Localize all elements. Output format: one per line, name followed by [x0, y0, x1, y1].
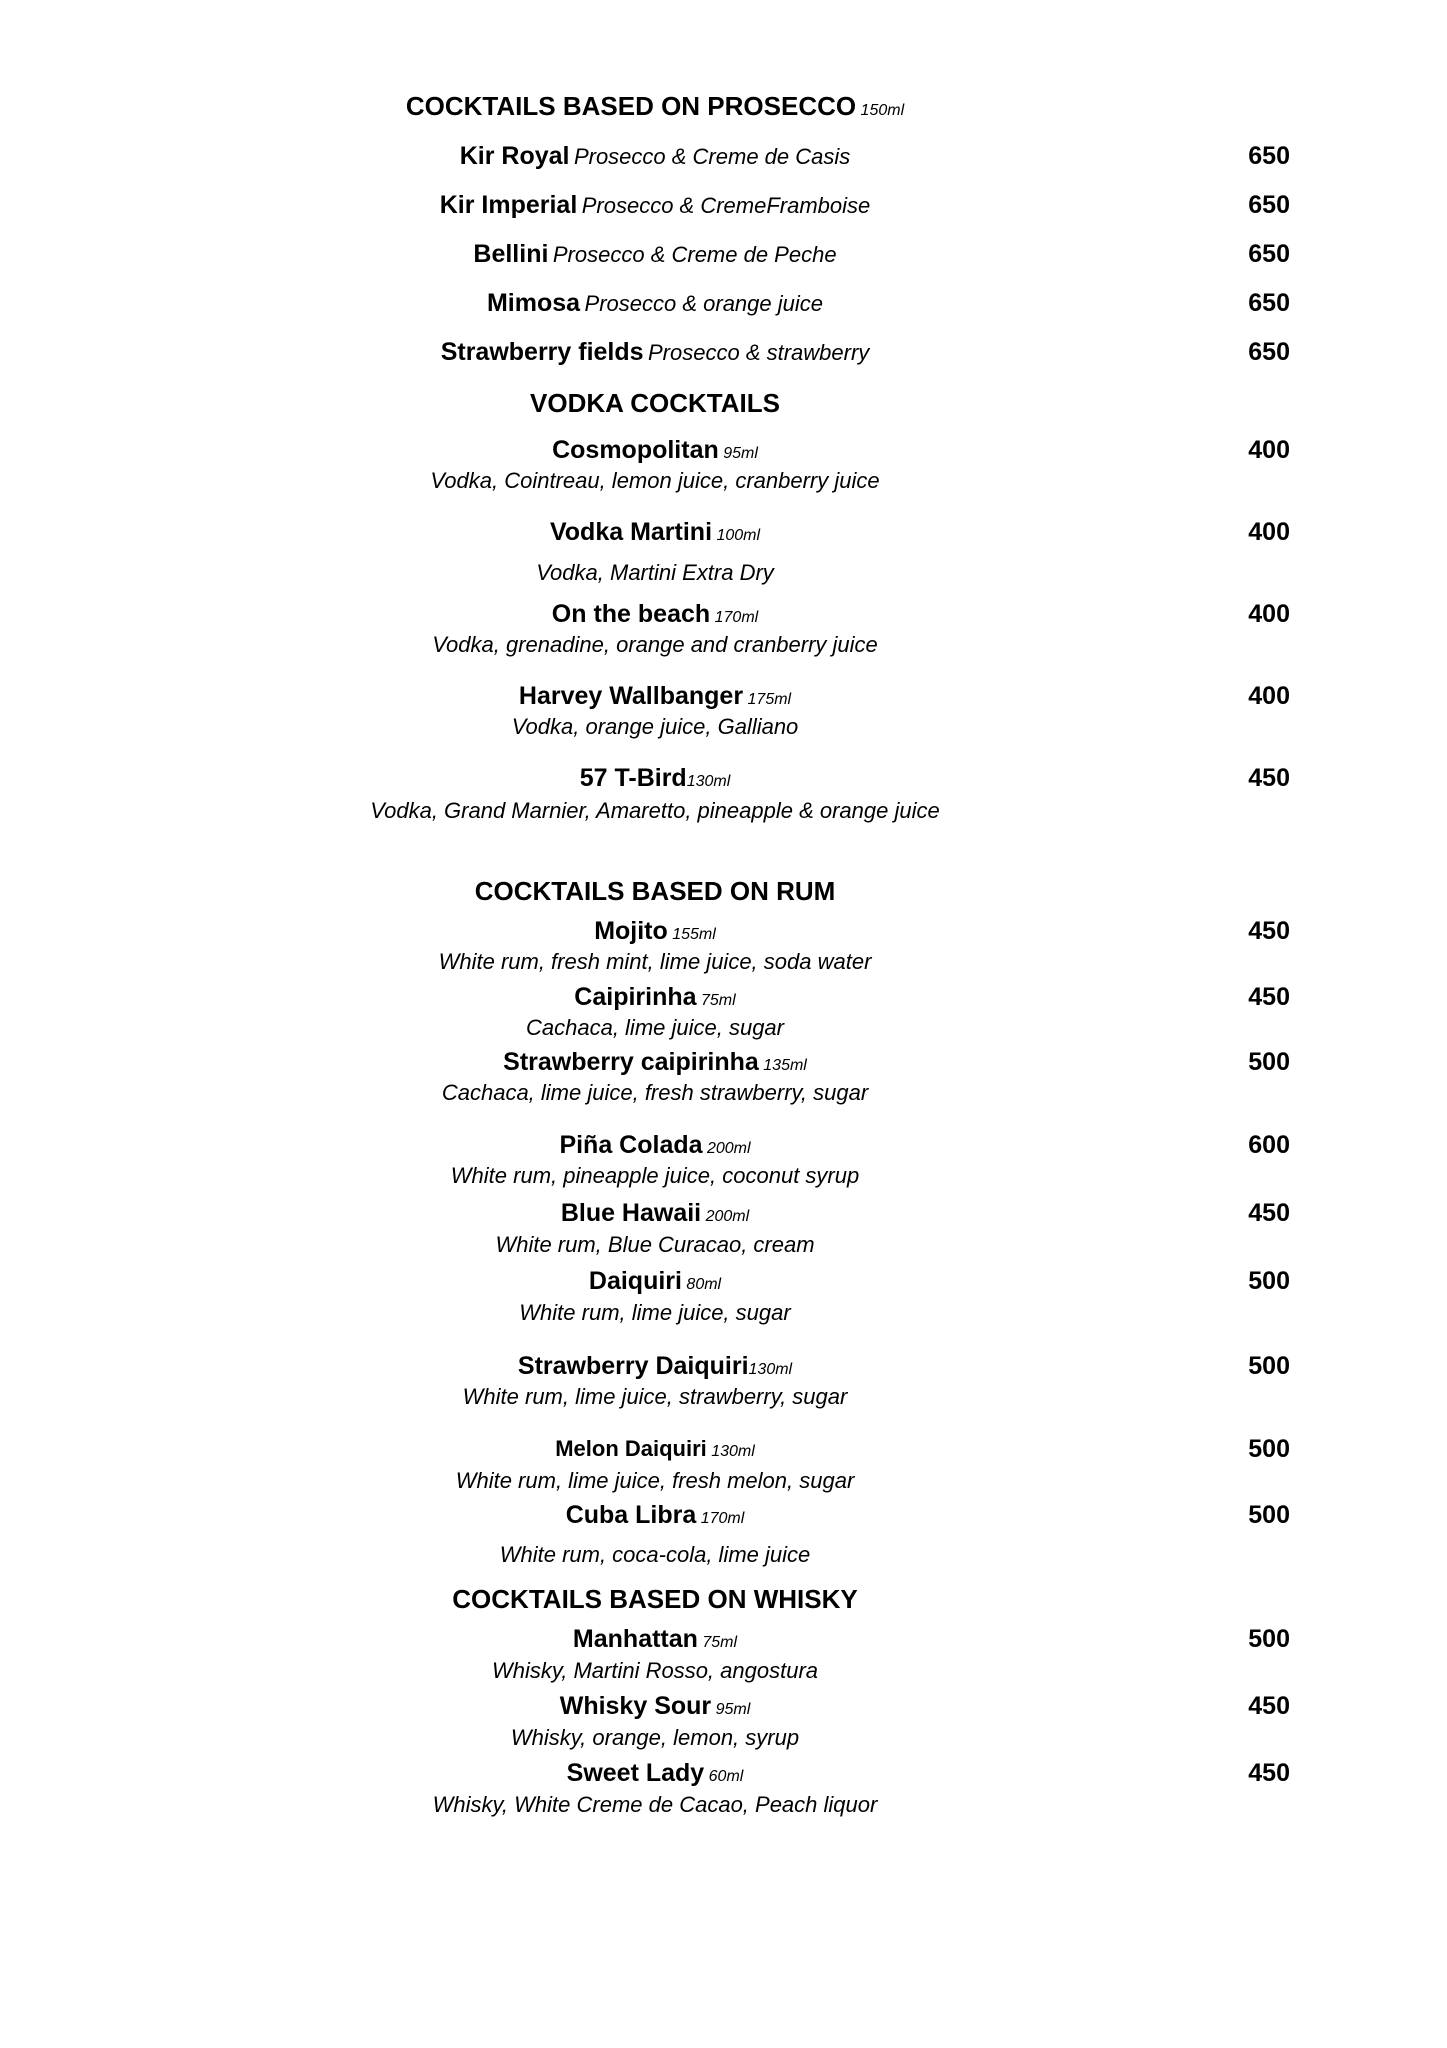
item-description: Vodka, orange juice, Galliano: [511, 714, 799, 739]
menu-item: [0, 188, 1447, 222]
section-heading-rum: [0, 874, 1447, 908]
item-description: Cachaca, lime juice, fresh strawberry, sugar: [441, 1080, 869, 1105]
item-description: Prosecco & Creme de Peche: [552, 242, 837, 267]
section-title: COCKTAILS BASED ON PROSECCO: [405, 91, 857, 121]
item-price: 450: [1248, 983, 1290, 1011]
item-price: 450: [1248, 764, 1290, 792]
menu-item-description-row: [0, 794, 1447, 828]
menu-item-name-row: [0, 1045, 1447, 1079]
item-price: 450: [1248, 1199, 1290, 1227]
item-price: 400: [1248, 600, 1290, 628]
item-name: Manhattan: [572, 1625, 698, 1653]
item-price: 650: [1248, 142, 1290, 170]
item-name: Whisky Sour: [559, 1692, 712, 1720]
item-description: White rum, coca-cola, lime juice: [499, 1542, 811, 1567]
item-name: Mojito: [594, 917, 668, 945]
item-price: 500: [1248, 1625, 1290, 1653]
item-name: Harvey Wallbanger: [518, 682, 744, 710]
item-volume: 95ml: [723, 445, 758, 462]
item-description: Vodka, Cointreau, lemon juice, cranberry juice: [430, 468, 880, 493]
item-description: White rum, lime juice, sugar: [519, 1300, 791, 1325]
item-name: Strawberry fields: [440, 338, 644, 366]
item-name: 57 T-Bird: [579, 764, 687, 792]
item-volume: 75ml: [701, 992, 736, 1009]
item-description: White rum, lime juice, fresh melon, sugar: [455, 1468, 855, 1493]
item-description: Cachaca, lime juice, sugar: [525, 1015, 784, 1040]
menu-item-description-row: [0, 1076, 1447, 1110]
menu-item-name-row: [0, 761, 1447, 795]
item-description: Whisky, orange, lemon, syrup: [510, 1725, 800, 1750]
item-price: 400: [1248, 436, 1290, 464]
menu-item-description-row: [0, 945, 1447, 979]
menu-item-description-row: [0, 1011, 1447, 1045]
item-price: 650: [1248, 191, 1290, 219]
menu-item-description-row: [0, 1654, 1447, 1688]
item-price: 450: [1248, 917, 1290, 945]
menu-item-description-row: [0, 464, 1447, 498]
item-description: Prosecco & CremeFramboise: [581, 193, 871, 218]
menu-item: [0, 286, 1447, 320]
item-name: On the beach: [551, 600, 711, 628]
item-volume: 130ml: [748, 1361, 793, 1378]
item-name: Blue Hawaii: [560, 1199, 702, 1227]
menu-item-name-row: [0, 1689, 1447, 1723]
menu-item-name-row: [0, 1349, 1447, 1383]
menu-item-name-row: [0, 1264, 1447, 1298]
menu-item-name-row: [0, 1622, 1447, 1656]
item-price: 650: [1248, 289, 1290, 317]
item-description: White rum, Blue Curacao, cream: [495, 1232, 815, 1257]
item-price: 450: [1248, 1759, 1290, 1787]
item-description: Prosecco & strawberry: [648, 340, 870, 365]
item-volume: 100ml: [716, 527, 761, 544]
section-title: COCKTAILS BASED ON RUM: [474, 876, 836, 906]
item-name: Strawberry caipirinha: [503, 1048, 759, 1076]
menu-item-description-row: [0, 556, 1447, 590]
item-price: 650: [1248, 240, 1290, 268]
item-name: Piña Colada: [559, 1131, 703, 1159]
menu-item-name-row: [0, 597, 1447, 631]
item-price: 500: [1248, 1352, 1290, 1380]
section-heading-whisky: [0, 1582, 1447, 1616]
item-volume: 200ml: [705, 1208, 750, 1225]
item-price: 450: [1248, 1692, 1290, 1720]
section-heading-prosecco: [0, 89, 1447, 123]
item-price: 400: [1248, 682, 1290, 710]
item-price: 400: [1248, 518, 1290, 546]
menu-item-name-row: [0, 914, 1447, 948]
item-volume: 130ml: [711, 1443, 755, 1460]
item-volume: 155ml: [672, 926, 716, 943]
item-price: 500: [1248, 1267, 1290, 1295]
item-price: 500: [1248, 1501, 1290, 1529]
item-name: Strawberry Daiquiri: [517, 1352, 749, 1380]
item-name: Mimosa: [486, 289, 581, 317]
menu-item-name-row: [0, 1128, 1447, 1162]
item-description: White rum, lime juice, strawberry, sugar: [462, 1384, 848, 1409]
item-description: Prosecco & Creme de Casis: [573, 144, 851, 169]
item-description: White rum, pineapple juice, coconut syrup: [450, 1163, 860, 1188]
item-volume: 135ml: [763, 1057, 807, 1074]
item-name: Cuba Libra: [565, 1501, 697, 1529]
item-description: Vodka, grenadine, orange and cranberry juice: [432, 632, 878, 657]
item-volume: 80ml: [686, 1276, 722, 1293]
item-volume: 170ml: [700, 1510, 745, 1527]
section-volume: 150ml: [860, 102, 905, 119]
item-name: Bellini: [473, 240, 549, 268]
item-name: Melon Daiquiri: [555, 1436, 707, 1461]
item-volume: 75ml: [702, 1634, 738, 1651]
menu-item-description-row: [0, 1538, 1447, 1572]
menu-item-description-row: [0, 1464, 1447, 1498]
menu-item-name-row: [0, 1196, 1447, 1230]
menu-item-description-row: [0, 1721, 1447, 1755]
menu-item-name-row: [0, 515, 1447, 549]
item-name: Kir Imperial: [439, 191, 578, 219]
item-description: White rum, fresh mint, lime juice, soda water: [438, 949, 872, 974]
menu-item-name-row: [0, 1756, 1447, 1790]
item-volume: 170ml: [714, 609, 759, 626]
item-price: 500: [1248, 1048, 1290, 1076]
menu-item-name-row: [0, 679, 1447, 713]
item-price: 500: [1248, 1435, 1290, 1463]
item-name: Vodka Martini: [549, 518, 713, 546]
item-volume: 95ml: [715, 1701, 751, 1718]
item-name: Caipirinha: [574, 983, 697, 1011]
item-volume: 130ml: [686, 773, 731, 790]
item-name: Daiquiri: [588, 1267, 682, 1295]
item-volume: 175ml: [747, 691, 792, 708]
menu-item-name-row: [0, 1498, 1447, 1532]
menu-item-name-row: [0, 980, 1447, 1014]
item-description: Whisky, White Creme de Cacao, Peach liquor: [432, 1792, 878, 1817]
item-description: Prosecco & orange juice: [584, 291, 823, 316]
menu-item-name-row: [0, 433, 1447, 467]
section-title: COCKTAILS BASED ON WHISKY: [452, 1584, 858, 1614]
menu-item: [0, 139, 1447, 173]
item-name: Kir Royal: [459, 142, 570, 170]
item-volume: 60ml: [708, 1768, 744, 1785]
item-description: Vodka, Grand Marnier, Amaretto, pineapple & orange juice: [370, 798, 940, 823]
item-name: Cosmopolitan: [552, 436, 719, 464]
menu-item-description-row: [0, 1228, 1447, 1262]
menu-item: [0, 335, 1447, 369]
item-price: 650: [1248, 338, 1290, 366]
menu-item-name-row: [0, 1432, 1447, 1466]
menu-item-description-row: [0, 628, 1447, 662]
menu-item-description-row: [0, 710, 1447, 744]
item-price: 600: [1248, 1131, 1290, 1159]
section-heading-vodka: [0, 386, 1447, 420]
item-description: Vodka, Martini Extra Dry: [536, 560, 774, 585]
menu-item-description-row: [0, 1296, 1447, 1330]
menu-item-description-row: [0, 1380, 1447, 1414]
menu-item-description-row: [0, 1788, 1447, 1822]
section-title: VODKA COCKTAILS: [530, 388, 780, 418]
menu-item: [0, 237, 1447, 271]
item-description: Whisky, Martini Rosso, angostura: [491, 1658, 819, 1683]
item-name: Sweet Lady: [566, 1759, 705, 1787]
item-volume: 200ml: [706, 1140, 751, 1157]
menu-item-description-row: [0, 1159, 1447, 1193]
